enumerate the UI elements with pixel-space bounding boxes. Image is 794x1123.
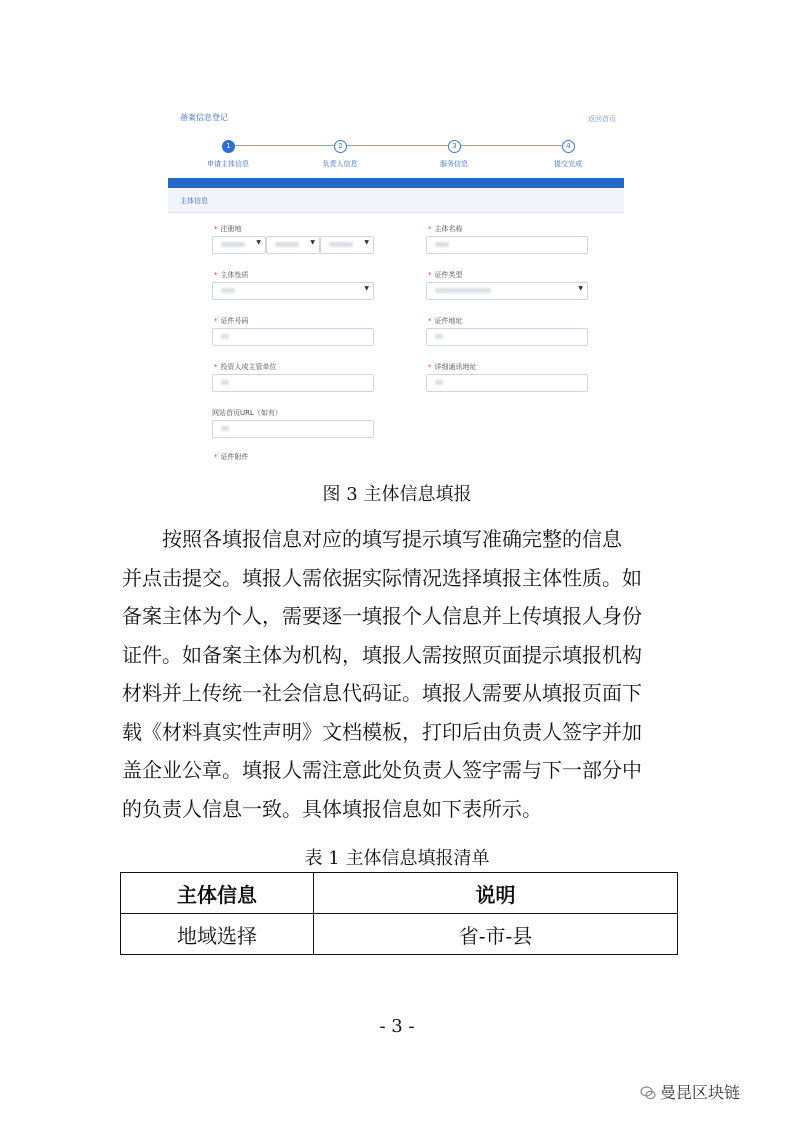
entity-nature-select[interactable] (212, 282, 374, 300)
paragraph-line: 并点击提交。填报人需依据实际情况选择填报主体性质。如 (122, 565, 642, 590)
step-3-label: 服务信息 (440, 160, 468, 168)
chevron-down-icon: ▼ (364, 285, 369, 292)
table-header-row (121, 873, 678, 914)
step-indicator (168, 140, 624, 180)
chevron-down-icon: ▼ (364, 239, 369, 246)
entity-nature-label: * 主体性质 (214, 271, 249, 279)
paragraph-line: 载《材料真实性声明》文档模板，打印后由负责人签字并加 (122, 719, 642, 744)
step-3-circle: 3 (448, 140, 461, 153)
chevron-down-icon: ▼ (256, 239, 261, 246)
figure-caption: 图 3 主体信息填报 (322, 484, 472, 505)
table-header-cell: 说明 (314, 873, 678, 914)
step-4-circle: 4 (562, 140, 575, 153)
entity-name-input[interactable] (426, 236, 588, 254)
step-2-circle: 2 (334, 140, 347, 153)
back-home-link[interactable]: 返回首页 (588, 115, 616, 123)
watermark-text: 曼昆区块链 (660, 1083, 741, 1102)
paragraph-line: 盖企业公章。填报人需注意此处负责人签字需与下一部分中 (122, 758, 642, 782)
cert-address-input[interactable] (426, 328, 588, 346)
chevron-down-icon: ▼ (578, 285, 583, 292)
section-header (168, 188, 624, 213)
step-connector (234, 145, 334, 146)
step-connector (346, 145, 448, 146)
section-title: 主体信息 (180, 197, 208, 205)
step-connector (460, 145, 562, 146)
website-label: 网站首页URL（如有） (212, 409, 282, 417)
page-number: - 3 - (379, 1016, 415, 1037)
watermark (640, 1080, 740, 1103)
step-1-circle: 1 (222, 140, 235, 153)
step-1-label: 申请主体信息 (207, 160, 249, 168)
table-cell: 省-市-县 (314, 914, 678, 955)
cert-address-label: * 证件地址 (428, 317, 463, 325)
province-select[interactable] (212, 236, 266, 254)
cert-number-input[interactable] (212, 328, 374, 346)
table-header-cell: 主体信息 (121, 873, 314, 914)
cert-type-label: * 证件类型 (428, 271, 463, 279)
body-paragraph (122, 520, 678, 828)
paragraph-line: 的负责人信息一致。具体填报信息如下表所示。 (122, 796, 542, 821)
county-select[interactable] (320, 236, 374, 254)
mail-address-label: * 详细通讯地址 (428, 363, 477, 371)
city-select[interactable] (266, 236, 320, 254)
investor-label: * 投资人或主管单位 (214, 363, 277, 371)
form-screenshot (168, 102, 624, 462)
region-label: * 注册地 (214, 225, 242, 233)
investor-input[interactable] (212, 374, 374, 392)
entity-name-label: * 主体名称 (428, 225, 463, 233)
table-caption: 表 1 主体信息填报清单 (304, 848, 490, 869)
info-table (120, 872, 678, 955)
chevron-down-icon: ▼ (310, 239, 315, 246)
cert-attachment-label: * 证件附件 (214, 453, 249, 461)
table-row (121, 914, 678, 955)
step-2-label: 负责人信息 (322, 160, 358, 168)
form-title: 备案信息登记 (180, 113, 228, 122)
step-4-label: 提交完成 (554, 160, 582, 168)
paragraph-line: 备案主体为个人，需要逐一填报个人信息并上传填报人身份 (122, 604, 642, 628)
mail-address-input[interactable] (426, 374, 588, 392)
wechat-icon (640, 1085, 656, 1101)
paragraph-line: 按照各填报信息对应的填写提示填写准确完整的信息 (162, 527, 622, 551)
header-band (168, 178, 624, 188)
cert-number-label: * 证件号码 (214, 317, 249, 325)
table-cell: 地域选择 (121, 914, 314, 955)
paragraph-line: 材料并上传统一社会信息代码证。填报人需要从填报页面下 (122, 681, 642, 705)
cert-type-select[interactable] (426, 282, 588, 300)
website-input[interactable] (212, 420, 374, 438)
paragraph-line: 证件。如备案主体为机构，填报人需按照页面提示填报机构 (122, 642, 642, 667)
